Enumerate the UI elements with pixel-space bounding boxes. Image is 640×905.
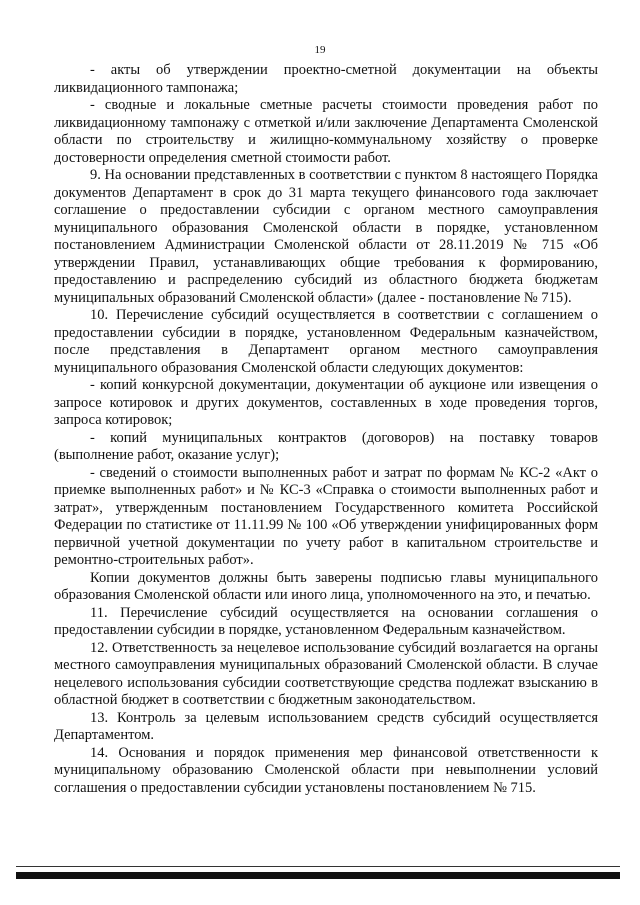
scan-bottom-border <box>16 872 620 879</box>
page-number: 19 <box>314 44 326 56</box>
paragraph-item-10: 10. Перечисление субсидий осуществляется в соответствии с соглашением о предоставлении субсидии в порядке, установленном Федеральным казначейством, после представления в Департамент органом местного самоуправления муниципального образования Смоленской области следующих документов: <box>54 307 598 376</box>
scan-edge-line <box>16 866 620 867</box>
paragraph-bullet-estimates: - сводные и локальные сметные расчеты стоимости проведения работ по ликвидационному тампонажу с отметкой и/или заключение Департамента Смоленской области по строительству и жилищно-коммунальному хозяйству о проверке достоверности определения сметной стоимости работ. <box>54 97 598 166</box>
paragraph-item-12: 12. Ответственность за нецелевое использование субсидий возлагается на органы местного самоуправления муниципальных образований Смоленской области. В случае нецелевого использования субсидии соответствующие средства подлежат взысканию в областной бюджет в соответствии с бюджетным законодательством. <box>54 639 598 708</box>
document-body <box>54 62 598 797</box>
paragraph-bullet-tender-docs: - копий конкурсной документации, документации об аукционе или извещения о запросе котировок и других документов, составленных в ходе проведения торгов, запроса котировок; <box>54 377 598 428</box>
paragraph-bullet-ks-forms: - сведений о стоимости выполненных работ и затрат по формам № КС-2 «Акт о приемке выполненных работ» и № КС-3 «Справка о стоимости выполненных работ и затрат», утвержденным постановлением Государственного комитета Российской Федерации по статистике от 11.11.99 № 100 «Об утверждении унифицированных форм первичной учетной документации по учету работ в капитальном строительстве и ремонтно-строительных работ». <box>54 464 598 568</box>
paragraph-bullet-acts: - акты об утверждении проектно-сметной документации на объекты ликвидационного тампонажа; <box>54 62 598 96</box>
paragraph-item-14: 14. Основания и порядок применения мер финансовой ответственности к муниципальному образованию Смоленской области при невыполнении условий соглашения о предоставлении субсидии установлены постановлением № 715. <box>54 744 598 796</box>
paragraph-item-13: 13. Контроль за целевым использованием средств субсидий осуществляется Департаментом. <box>54 709 598 743</box>
paragraph-item-11: 11. Перечисление субсидий осуществляется на основании соглашения о предоставлении субсидии в порядке, установленном Федеральным казначейством. <box>54 604 598 638</box>
paragraph-item-9: 9. На основании представленных в соответствии с пунктом 8 настоящего Порядка документов Департамент в срок до 31 марта текущего финансового года заключает соглашение о предоставлении субсидии с органом местного самоуправления муниципального образования Смоленской области в порядке, установленном постановлением Администрации Смоленской области от 28.11.2019 № 715 «Об утверждении Правил, устанавливающих общие требования к формированию, предоставлению и распределению субсидий из областного бюджета бюджетам муниципальных образований Смоленской области» (далее - постановление № 715). <box>54 167 598 306</box>
paragraph-copies-certified: Копии документов должны быть заверены подписью главы муниципального образования Смоленской области или иного лица, уполномоченного на это, и печатью. <box>54 569 598 603</box>
paragraph-bullet-contracts: - копий муниципальных контрактов (договоров) на поставку товаров (выполнение работ, оказание услуг); <box>54 429 598 463</box>
